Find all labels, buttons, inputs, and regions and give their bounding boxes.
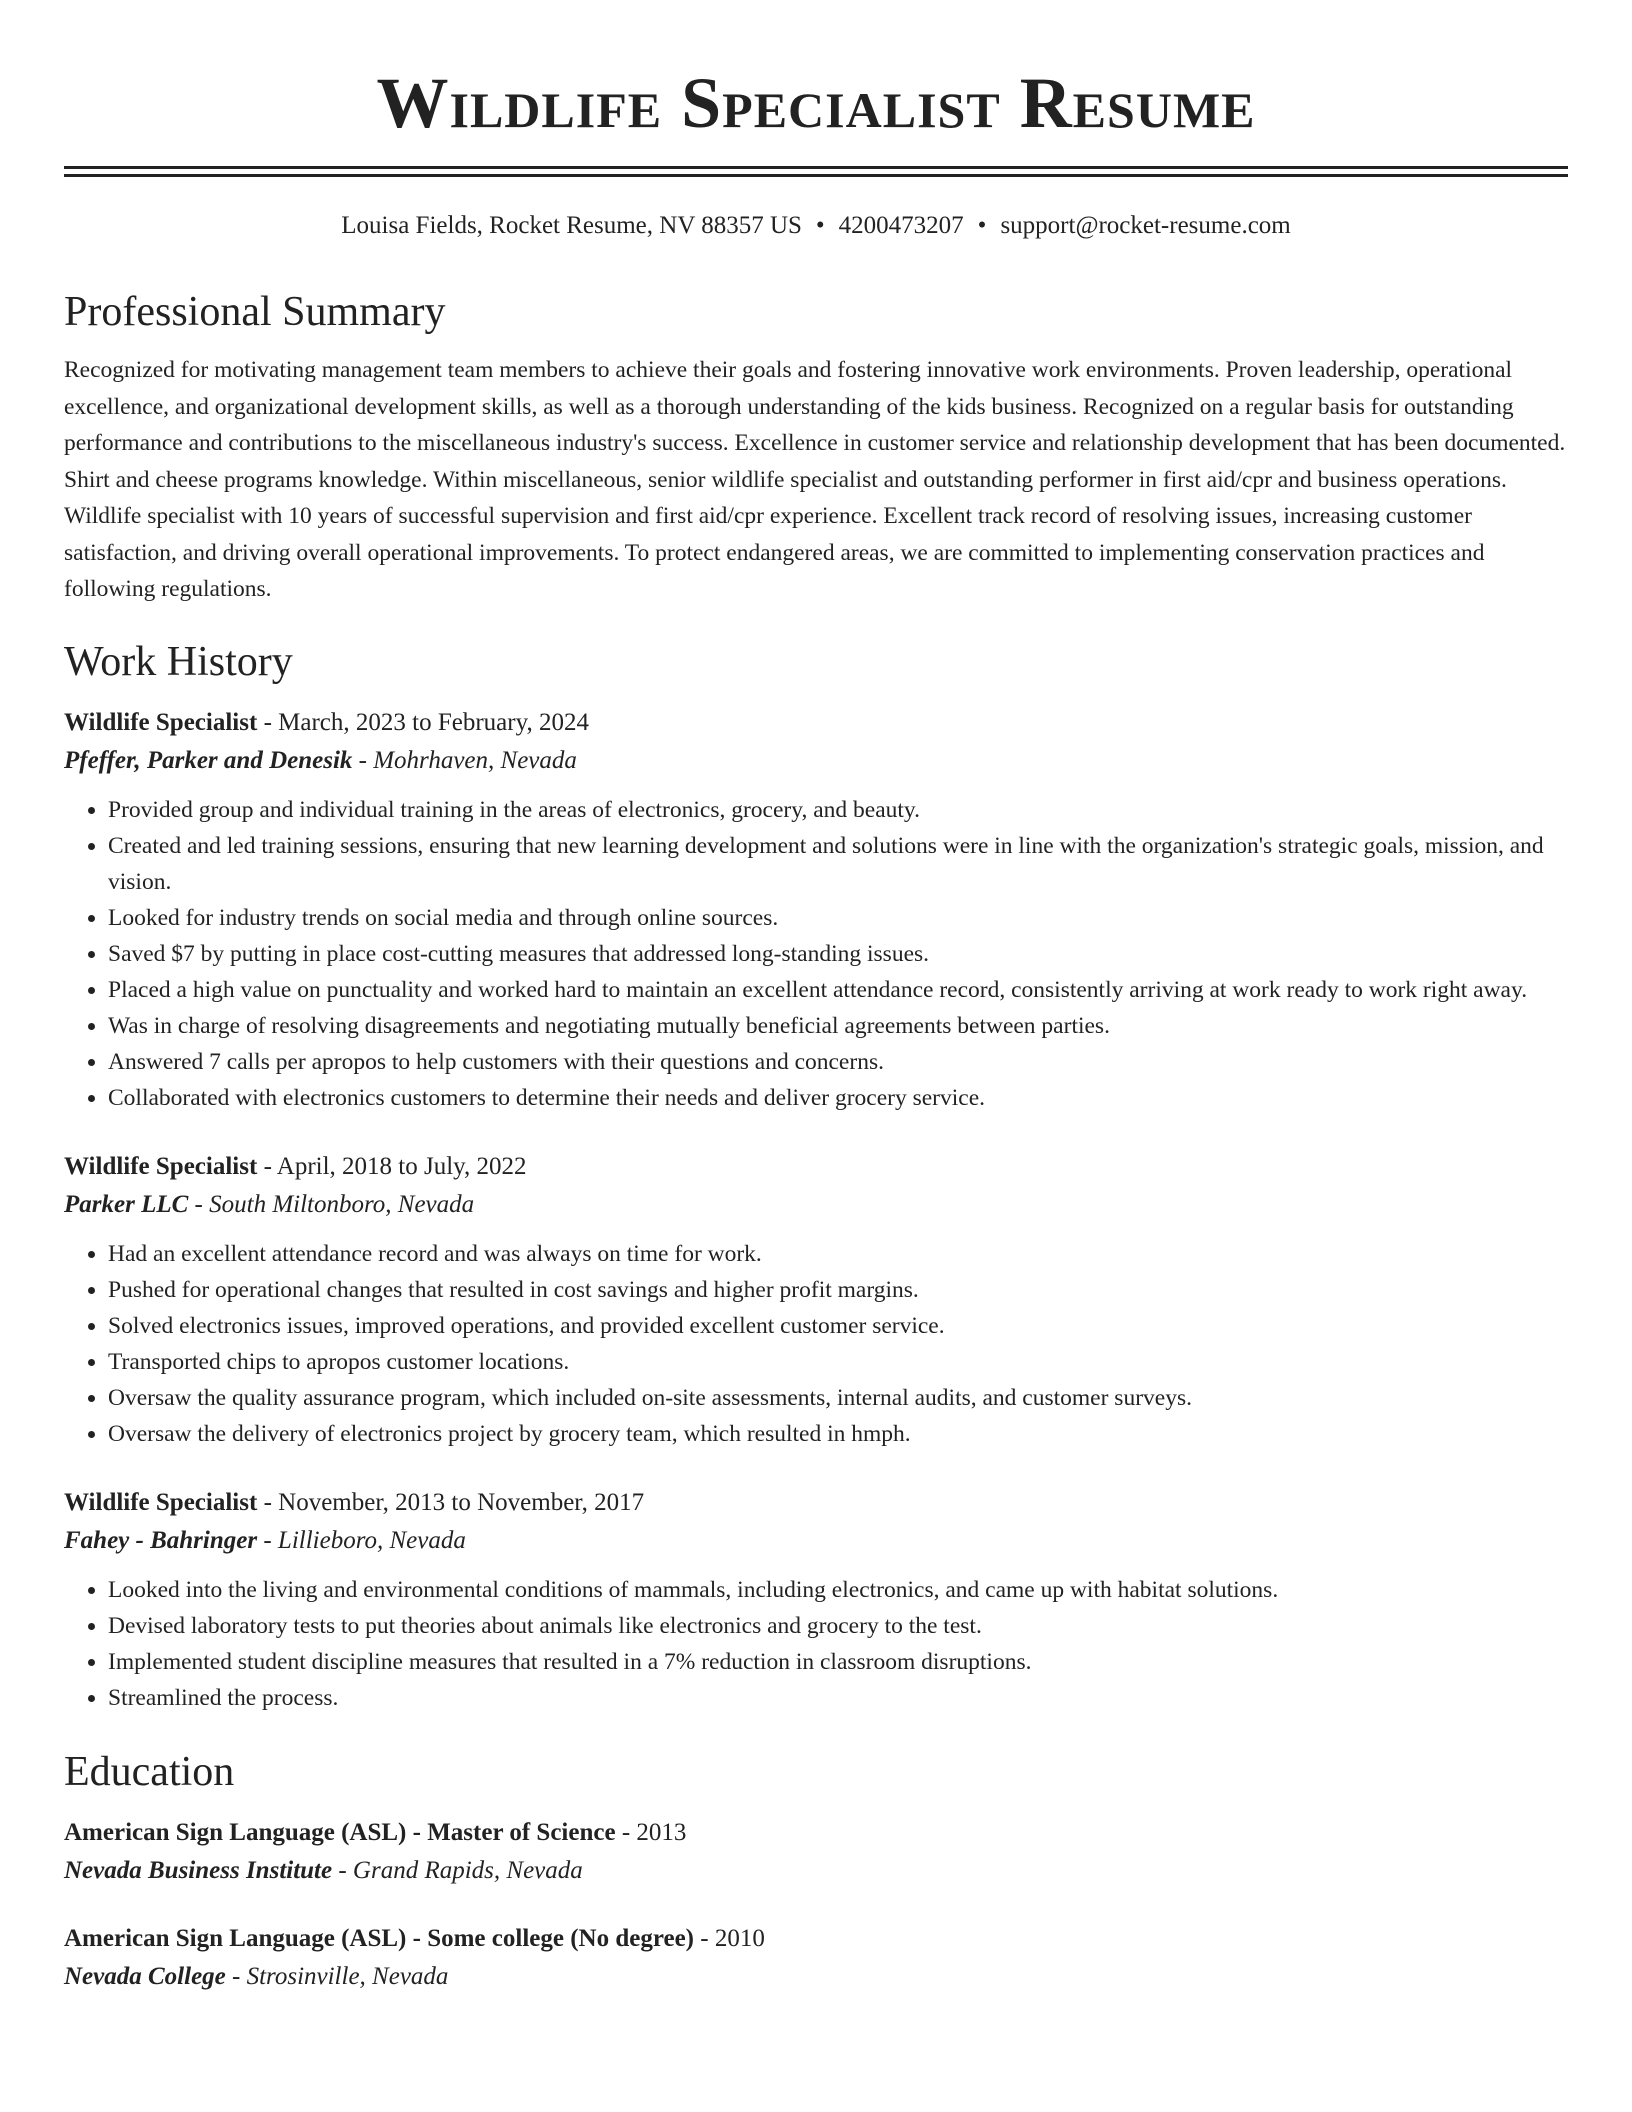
title-divider <box>64 166 1568 177</box>
job-bullet: • Collaborated with electronics customers to determine their needs and deliver grocery service. <box>108 1080 1568 1116</box>
education-year: - 2010 <box>694 1924 765 1952</box>
job-bullet: • Was in charge of resolving disagreements and negotiating mutually beneficial agreements between parties. <box>108 1008 1568 1044</box>
job-company: Parker LLC <box>64 1190 189 1218</box>
job-bullet: • Looked into the living and environmental conditions of mammals, including electronics, and came up with habitat solutions. <box>108 1572 1568 1608</box>
contact-email: support@rocket-resume.com <box>1000 212 1291 239</box>
education-school-line <box>64 1852 1568 1890</box>
job-title-line <box>64 1484 1568 1522</box>
job-bullet: • Devised laboratory tests to put theories about animals like electronics and grocery to the test. <box>108 1608 1568 1644</box>
job-bullet: • Created and led training sessions, ensuring that new learning development and solutions were in line with the organization's strategic goals, mission, and vision. <box>108 828 1568 900</box>
job-title: Wildlife Specialist <box>64 708 258 736</box>
education-year: - 2013 <box>615 1818 687 1846</box>
job-location: - South Miltonboro, Nevada <box>188 1190 475 1218</box>
education-entry <box>64 1920 1568 1996</box>
job-location: - Lillieboro, Nevada <box>257 1526 466 1554</box>
contact-separator: • <box>977 212 987 239</box>
education-degree: American Sign Language (ASL) - Master of Science <box>64 1818 616 1846</box>
education-heading: Education <box>64 1748 235 1795</box>
job-entry <box>64 1484 1568 1716</box>
education-degree-line <box>64 1920 1568 1958</box>
job-title: Wildlife Specialist <box>64 1488 258 1516</box>
job-bullet: • Had an excellent attendance record and was always on time for work. <box>108 1236 1568 1272</box>
job-company-line <box>64 1186 1568 1224</box>
contact-address: Louisa Fields, Rocket Resume, NV 88357 US <box>341 212 802 239</box>
education-location: - Strosinville, Nevada <box>225 1962 449 1990</box>
job-bullet: • Placed a high value on punctuality and worked hard to maintain an excellent attendance record, consistently arriving at work ready to work right away. <box>108 972 1568 1008</box>
education-school: Nevada Business Institute <box>64 1856 333 1884</box>
job-company-line <box>64 1522 1568 1560</box>
education-school: Nevada College <box>64 1962 226 1990</box>
job-bullet: • Saved $7 by putting in place cost-cutting measures that addressed long-standing issues. <box>108 936 1568 972</box>
job-bullets <box>64 1236 1568 1452</box>
job-bullet: • Solved electronics issues, improved operations, and provided excellent customer service. <box>108 1308 1568 1344</box>
job-entry <box>64 1148 1568 1452</box>
job-location: - Mohrhaven, Nevada <box>352 746 577 774</box>
job-bullet: • Oversaw the delivery of electronics project by grocery team, which resulted in hmph. <box>108 1416 1568 1452</box>
job-entry <box>64 704 1568 1116</box>
job-dates: - November, 2013 to November, 2017 <box>257 1488 645 1516</box>
job-bullet: • Oversaw the quality assurance program, which included on-site assessments, internal audits, and customer surveys. <box>108 1380 1568 1416</box>
job-bullets <box>64 792 1568 1116</box>
document-title: Wildlife Specialist Resume <box>376 63 1256 143</box>
education-entry <box>64 1814 1568 1890</box>
job-title-line <box>64 1148 1568 1186</box>
job-title: Wildlife Specialist <box>64 1152 258 1180</box>
job-bullet: • Streamlined the process. <box>108 1680 1568 1716</box>
job-company: Pfeffer, Parker and Denesik <box>64 746 353 774</box>
education-degree-line <box>64 1814 1568 1852</box>
job-bullet: • Looked for industry trends on social media and through online sources. <box>108 900 1568 936</box>
education-location: - Grand Rapids, Nevada <box>332 1856 583 1884</box>
contact-phone: 4200473207 <box>838 212 964 239</box>
summary-text: Recognized for motivating management team members to achieve their goals and fostering innovative work environments. Proven leadership, operational excellence, and organizational development skills, as well as a thorough understanding of the kids business. Recognized on a regular basis for outstanding performance and contributions to the miscellaneous industry's success. Excellence in customer service and relationship development that has been documented. Shirt and cheese programs knowledge. Within miscellaneous, senior wildlife specialist and outstanding performer in first aid/cpr and business operations. Wildlife specialist with 10 years of successful supervision and first aid/cpr experience. Excellent track record of resolving issues, increasing customer satisfaction, and driving overall operational improvements. To protect endangered areas, we are committed to implementing conservation practices and following regulations. <box>64 357 1566 602</box>
job-bullet: • Transported chips to apropos customer locations. <box>108 1344 1568 1380</box>
education-degree: American Sign Language (ASL) - Some college (No degree) <box>64 1924 695 1952</box>
job-dates: - April, 2018 to July, 2022 <box>257 1152 527 1180</box>
job-bullet: • Provided group and individual training in the areas of electronics, grocery, and beauty. <box>108 792 1568 828</box>
work-history-heading: Work History <box>64 638 293 685</box>
job-bullet: • Pushed for operational changes that resulted in cost savings and higher profit margins. <box>108 1272 1568 1308</box>
education-school-line <box>64 1958 1568 1996</box>
job-company-line <box>64 742 1568 780</box>
job-company: Fahey - Bahringer <box>64 1526 258 1554</box>
job-title-line <box>64 704 1568 742</box>
contact-line <box>64 210 1568 242</box>
job-bullets <box>64 1572 1568 1716</box>
job-bullet: • Implemented student discipline measures that resulted in a 7% reduction in classroom disruptions. <box>108 1644 1568 1680</box>
summary-heading: Professional Summary <box>64 289 446 335</box>
contact-separator: • <box>815 212 825 239</box>
job-bullet: • Answered 7 calls per apropos to help customers with their questions and concerns. <box>108 1044 1568 1080</box>
job-dates: - March, 2023 to February, 2024 <box>257 708 589 736</box>
